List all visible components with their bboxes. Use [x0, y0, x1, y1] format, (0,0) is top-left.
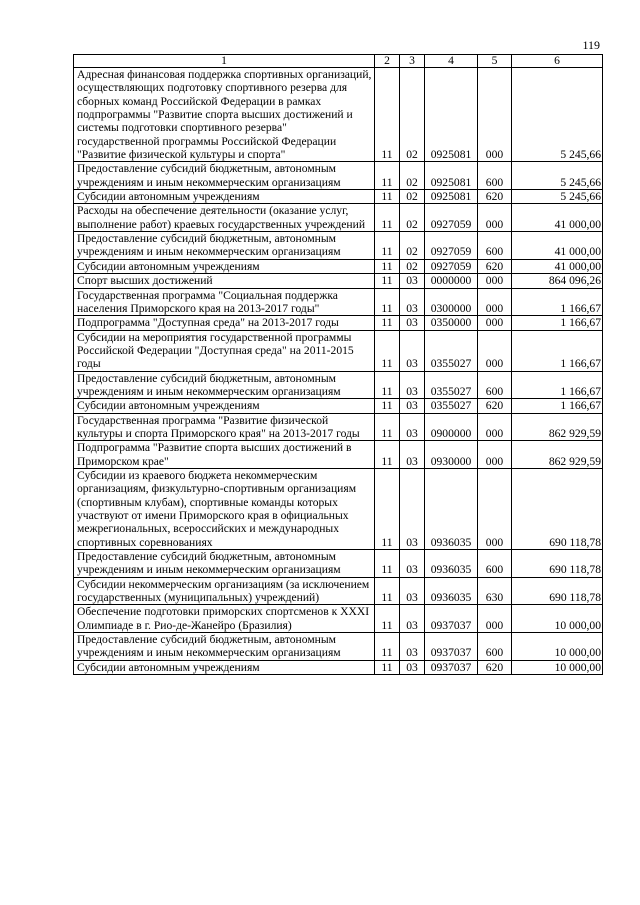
budget-table — [73, 54, 603, 675]
row-subsection-cell: 03 — [400, 330, 425, 371]
row-amount-cell: 5 245,66 — [512, 68, 603, 162]
budget-table-body — [74, 55, 603, 675]
row-section-cell: 11 — [375, 274, 400, 288]
table-row — [74, 274, 603, 288]
row-amount-cell: 1 166,67 — [512, 371, 603, 399]
row-name-cell: Обеспечение подготовки приморских спортсменов к XXXI Олимпиаде в г. Рио-де-Жанейро (Бразилия) — [74, 605, 375, 633]
row-section-cell: 11 — [375, 605, 400, 633]
column-header: 5 — [478, 55, 512, 68]
row-target-article-cell: 0936035 — [425, 577, 478, 605]
row-amount-cell: 690 118,78 — [512, 468, 603, 549]
row-name-cell: Расходы на обеспечение деятельности (оказание услуг, выполнение работ) краевых государственных учреждений — [74, 204, 375, 232]
column-header: 6 — [512, 55, 603, 68]
row-subsection-cell: 03 — [400, 371, 425, 399]
column-header: 2 — [375, 55, 400, 68]
row-subsection-cell: 02 — [400, 190, 425, 204]
table-row — [74, 316, 603, 330]
table-row — [74, 288, 603, 316]
column-header: 1 — [74, 55, 375, 68]
row-expense-type-cell: 630 — [478, 577, 512, 605]
row-amount-cell: 1 166,67 — [512, 399, 603, 413]
table-row — [74, 68, 603, 162]
row-amount-cell: 5 245,66 — [512, 190, 603, 204]
row-subsection-cell: 03 — [400, 441, 425, 469]
row-name-cell: Подпрограмма "Развитие спорта высших достижений в Приморском крае" — [74, 441, 375, 469]
row-subsection-cell: 03 — [400, 660, 425, 674]
table-row — [74, 413, 603, 441]
row-expense-type-cell: 620 — [478, 660, 512, 674]
row-target-article-cell: 0355027 — [425, 399, 478, 413]
row-amount-cell: 10 000,00 — [512, 605, 603, 633]
row-target-article-cell: 0000000 — [425, 274, 478, 288]
row-target-article-cell: 0925081 — [425, 68, 478, 162]
row-expense-type-cell: 000 — [478, 288, 512, 316]
row-target-article-cell: 0937037 — [425, 605, 478, 633]
row-expense-type-cell: 600 — [478, 633, 512, 661]
table-row — [74, 550, 603, 578]
row-target-article-cell: 0937037 — [425, 660, 478, 674]
row-expense-type-cell: 620 — [478, 190, 512, 204]
row-section-cell: 11 — [375, 660, 400, 674]
row-expense-type-cell: 000 — [478, 274, 512, 288]
row-name-cell: Предоставление субсидий бюджетным, автономным учреждениям и иным некоммерческим организациям — [74, 162, 375, 190]
row-target-article-cell: 0350000 — [425, 316, 478, 330]
row-section-cell: 11 — [375, 232, 400, 260]
row-section-cell: 11 — [375, 399, 400, 413]
row-name-cell: Предоставление субсидий бюджетным, автономным учреждениям и иным некоммерческим организациям — [74, 633, 375, 661]
row-subsection-cell: 02 — [400, 68, 425, 162]
row-amount-cell: 862 929,59 — [512, 441, 603, 469]
table-row — [74, 330, 603, 371]
row-target-article-cell: 0937037 — [425, 633, 478, 661]
table-row — [74, 259, 603, 273]
row-amount-cell: 690 118,78 — [512, 577, 603, 605]
row-expense-type-cell: 000 — [478, 68, 512, 162]
row-target-article-cell: 0355027 — [425, 371, 478, 399]
table-row — [74, 190, 603, 204]
row-target-article-cell: 0927059 — [425, 204, 478, 232]
row-amount-cell: 1 166,67 — [512, 330, 603, 371]
table-row — [74, 660, 603, 674]
row-name-cell: Субсидии некоммерческим организациям (за исключением государственных (муниципальных) учреждений) — [74, 577, 375, 605]
row-subsection-cell: 03 — [400, 413, 425, 441]
row-amount-cell: 862 929,59 — [512, 413, 603, 441]
row-name-cell: Государственная программа "Социальная поддержка населения Приморского края на 2013-2017 годы" — [74, 288, 375, 316]
row-subsection-cell: 03 — [400, 316, 425, 330]
row-name-cell: Государственная программа "Развитие физической культуры и спорта Приморского края" на 2013-2017 годы — [74, 413, 375, 441]
row-expense-type-cell: 000 — [478, 605, 512, 633]
table-row — [74, 468, 603, 549]
row-amount-cell: 10 000,00 — [512, 633, 603, 661]
row-section-cell: 11 — [375, 330, 400, 371]
table-row — [74, 399, 603, 413]
row-subsection-cell: 03 — [400, 274, 425, 288]
table-row — [74, 577, 603, 605]
row-subsection-cell: 02 — [400, 232, 425, 260]
row-name-cell: Спорт высших достижений — [74, 274, 375, 288]
row-section-cell: 11 — [375, 441, 400, 469]
row-name-cell: Субсидии автономным учреждениям — [74, 190, 375, 204]
table-row — [74, 204, 603, 232]
row-section-cell: 11 — [375, 204, 400, 232]
row-target-article-cell: 0930000 — [425, 441, 478, 469]
row-amount-cell: 690 118,78 — [512, 550, 603, 578]
row-amount-cell: 1 166,67 — [512, 316, 603, 330]
row-section-cell: 11 — [375, 468, 400, 549]
row-amount-cell: 41 000,00 — [512, 204, 603, 232]
table-row — [74, 232, 603, 260]
row-subsection-cell: 03 — [400, 288, 425, 316]
row-section-cell: 11 — [375, 550, 400, 578]
row-name-cell: Адресная финансовая поддержка спортивных организаций, осуществляющих подготовку спортивного резерва для сборных команд Российской Федерации в рамках подпрограммы "Развитие спорта высших достижений и системы подготовки спортивного резерва" государственной программы Российской Федерации "Развитие физической культуры и спорта" — [74, 68, 375, 162]
row-amount-cell: 41 000,00 — [512, 232, 603, 260]
row-target-article-cell: 0936035 — [425, 468, 478, 549]
page-number: 119 — [582, 38, 600, 52]
row-subsection-cell: 03 — [400, 468, 425, 549]
row-section-cell: 11 — [375, 162, 400, 190]
row-name-cell: Субсидии автономным учреждениям — [74, 399, 375, 413]
row-expense-type-cell: 600 — [478, 550, 512, 578]
row-subsection-cell: 03 — [400, 605, 425, 633]
row-subsection-cell: 03 — [400, 399, 425, 413]
row-expense-type-cell: 620 — [478, 259, 512, 273]
row-expense-type-cell: 000 — [478, 330, 512, 371]
row-expense-type-cell: 600 — [478, 162, 512, 190]
row-section-cell: 11 — [375, 371, 400, 399]
row-subsection-cell: 02 — [400, 204, 425, 232]
row-subsection-cell: 03 — [400, 577, 425, 605]
row-target-article-cell: 0300000 — [425, 288, 478, 316]
row-name-cell: Подпрограмма "Доступная среда" на 2013-2017 годы — [74, 316, 375, 330]
row-section-cell: 11 — [375, 413, 400, 441]
table-row — [74, 605, 603, 633]
row-section-cell: 11 — [375, 259, 400, 273]
row-subsection-cell: 02 — [400, 162, 425, 190]
row-section-cell: 11 — [375, 68, 400, 162]
row-section-cell: 11 — [375, 577, 400, 605]
row-amount-cell: 41 000,00 — [512, 259, 603, 273]
row-expense-type-cell: 000 — [478, 468, 512, 549]
row-amount-cell: 1 166,67 — [512, 288, 603, 316]
row-section-cell: 11 — [375, 633, 400, 661]
row-expense-type-cell: 600 — [478, 232, 512, 260]
column-header: 3 — [400, 55, 425, 68]
row-name-cell: Субсидии автономным учреждениям — [74, 259, 375, 273]
row-name-cell: Предоставление субсидий бюджетным, автономным учреждениям и иным некоммерческим организациям — [74, 232, 375, 260]
row-expense-type-cell: 000 — [478, 441, 512, 469]
row-section-cell: 11 — [375, 288, 400, 316]
row-target-article-cell: 0925081 — [425, 162, 478, 190]
table-header-row — [74, 55, 603, 68]
table-row — [74, 162, 603, 190]
row-expense-type-cell: 620 — [478, 399, 512, 413]
row-section-cell: 11 — [375, 316, 400, 330]
row-target-article-cell: 0927059 — [425, 232, 478, 260]
row-subsection-cell: 03 — [400, 550, 425, 578]
row-subsection-cell: 03 — [400, 633, 425, 661]
row-target-article-cell: 0355027 — [425, 330, 478, 371]
table-row — [74, 633, 603, 661]
row-target-article-cell: 0900000 — [425, 413, 478, 441]
row-target-article-cell: 0925081 — [425, 190, 478, 204]
row-amount-cell: 10 000,00 — [512, 660, 603, 674]
row-expense-type-cell: 000 — [478, 204, 512, 232]
row-expense-type-cell: 000 — [478, 316, 512, 330]
column-header: 4 — [425, 55, 478, 68]
row-section-cell: 11 — [375, 190, 400, 204]
row-name-cell: Субсидии автономным учреждениям — [74, 660, 375, 674]
table-row — [74, 371, 603, 399]
row-name-cell: Субсидии из краевого бюджета некоммерческим организациям, физкультурно-спортивным организациям (спортивным клубам), спортивные команды которых участвуют от имени Приморского края в официальных межрегиональных, всероссийских и международных спортивных соревнованиях — [74, 468, 375, 549]
row-amount-cell: 864 096,26 — [512, 274, 603, 288]
row-amount-cell: 5 245,66 — [512, 162, 603, 190]
row-name-cell: Предоставление субсидий бюджетным, автономным учреждениям и иным некоммерческим организациям — [74, 371, 375, 399]
table-row — [74, 441, 603, 469]
row-expense-type-cell: 600 — [478, 371, 512, 399]
row-name-cell: Субсидии на мероприятия государственной программы Российской Федерации "Доступная среда" на 2011-2015 годы — [74, 330, 375, 371]
row-target-article-cell: 0927059 — [425, 259, 478, 273]
row-expense-type-cell: 000 — [478, 413, 512, 441]
row-subsection-cell: 02 — [400, 259, 425, 273]
row-name-cell: Предоставление субсидий бюджетным, автономным учреждениям и иным некоммерческим организациям — [74, 550, 375, 578]
row-target-article-cell: 0936035 — [425, 550, 478, 578]
